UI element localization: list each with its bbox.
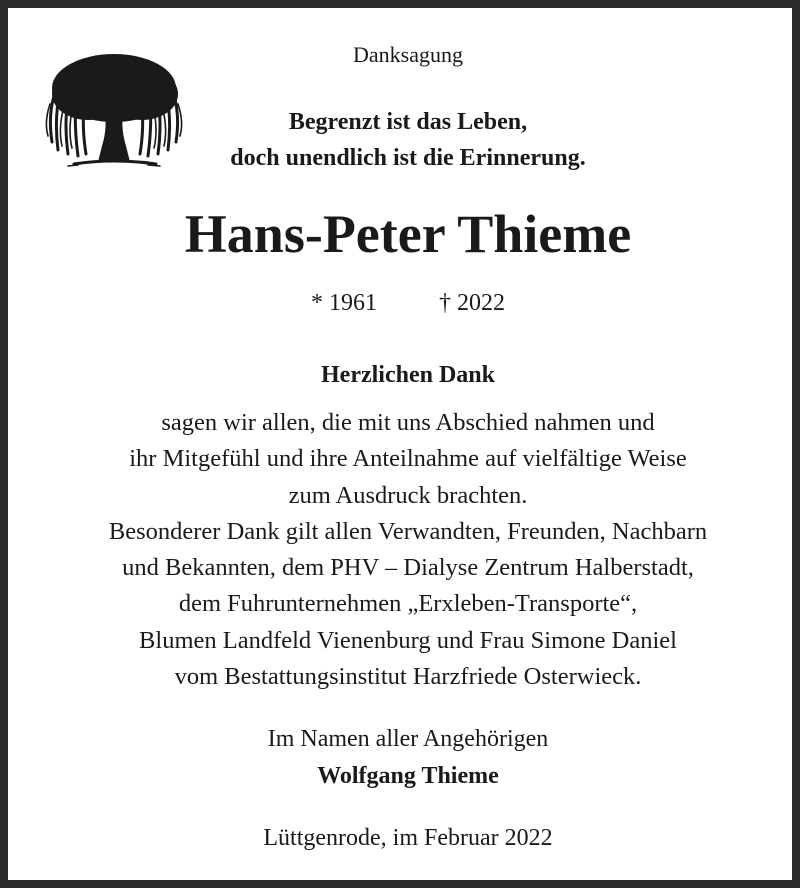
birth-year: * 1961: [311, 290, 377, 316]
body-line: ihr Mitgefühl und ihre Anteilnahme auf vielfältige Weise: [129, 445, 687, 473]
body-line: sagen wir allen, die mit uns Abschied nahmen und: [161, 409, 655, 436]
deceased-name: Hans-Peter Thieme: [184, 204, 632, 264]
notice-heading: Danksagung: [353, 42, 463, 67]
body-line: Besonderer Dank gilt allen Verwandten, Freunden, Nachbarn: [108, 517, 708, 545]
thanks-title: Herzlichen Dank: [321, 362, 495, 388]
body-line: dem Fuhrunternehmen „Erxleben-Transporte“,: [178, 590, 638, 618]
motto-line: Begrenzt ist das Leben,: [288, 109, 528, 135]
life-dates: [8, 290, 800, 317]
thanks-body: [8, 405, 800, 695]
body-line: und Bekannten, dem PHV – Dialyse Zentrum Halberstadt,: [122, 554, 694, 582]
signer-name: Wolfgang Thieme: [317, 763, 499, 789]
motto: [8, 104, 800, 176]
death-year: † 2022: [439, 290, 505, 316]
body-line: zum Ausdruck brachten.: [288, 481, 528, 509]
body-line: vom Bestattungsinstitut Harzfriede Osterwieck.: [174, 663, 642, 691]
signoff: Im Namen aller Angehörigen: [267, 726, 549, 752]
body-line: Blumen Landfeld Vienenburg und Frau Simone Daniel: [139, 626, 677, 654]
place-and-date: Lüttgenrode, im Februar 2022: [263, 825, 553, 851]
motto-line: doch unendlich ist die Erinnerung.: [230, 145, 586, 171]
